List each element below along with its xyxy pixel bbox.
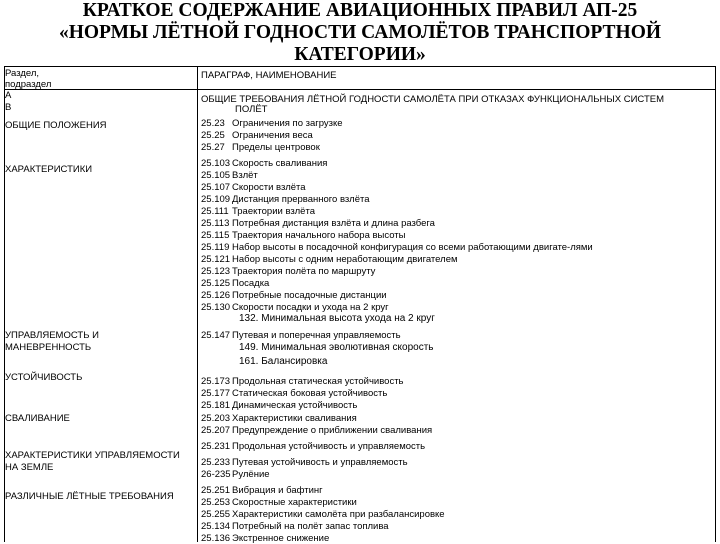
paragraph-name: Потребный на полёт запас топлива: [232, 521, 389, 532]
section-control-line1: УПРАВЛЯЕМОСТЬ И: [5, 330, 99, 341]
paragraph-code: 25.125: [201, 278, 231, 289]
paragraph-name: Экстренное снижение: [232, 533, 330, 544]
section-a: А: [5, 90, 12, 101]
general-requirements-line1: ОБЩИЕ ТРЕБОВАНИЯ ЛЁТНОЙ ГОДНОСТИ САМОЛЁТА ПРИ ОТКАЗАХ ФУНКЦИОНАЛЬНЫХ СИСТЕМ: [201, 94, 664, 105]
paragraph-code: 25.27: [201, 142, 225, 153]
paragraph-name: Взлёт: [232, 170, 258, 181]
section-b: В: [5, 102, 12, 113]
paragraph-code: 25.130: [201, 302, 231, 313]
header-section-label: Раздел,: [5, 68, 40, 79]
paragraph-row: [201, 130, 313, 141]
paragraph-name: Потребные посадочные дистанции: [232, 290, 387, 301]
paragraph-row: [201, 142, 320, 153]
paragraph-code: 25.181: [201, 400, 231, 411]
title-line-1: КРАТКОЕ СОДЕРЖАНИЕ АВИАЦИОННЫХ ПРАВИЛ АП-25: [82, 0, 638, 21]
paragraph-row: [201, 425, 432, 436]
paragraph-name: Предупреждение о приближении сваливания: [232, 425, 433, 436]
paragraph-row: [201, 254, 458, 265]
header-divider: [5, 89, 715, 90]
paragraph-name: Статическая боковая устойчивость: [232, 388, 388, 399]
paragraph-code: 25.134: [201, 521, 231, 532]
rules-table: [4, 66, 716, 542]
paragraph-row: [201, 278, 269, 289]
title-line-3: КАТЕГОРИИ»: [294, 44, 426, 65]
paragraph-row: [201, 118, 343, 129]
paragraph-name: Характеристики сваливания: [232, 413, 357, 424]
paragraph-row: [201, 457, 408, 468]
paragraph-row: [201, 242, 593, 253]
general-requirements-line2: ПОЛЁТ: [235, 104, 268, 115]
paragraph-row: [201, 290, 387, 301]
column-divider: [197, 67, 198, 542]
section-control-line2: МАНЕВРЕННОСТЬ: [5, 342, 92, 353]
section-characteristics: ХАРАКТЕРИСТИКИ: [5, 164, 93, 175]
paragraph-row: [201, 509, 445, 520]
paragraph-name: Скоростные характеристики: [232, 497, 357, 508]
paragraph-name: Характеристики самолёта при разбалансировке: [232, 509, 445, 520]
paragraph-code: 25.253: [201, 497, 231, 508]
subparagraph-161: 161. Балансировка: [239, 356, 328, 367]
paragraph-row: [201, 388, 387, 399]
paragraph-row: [201, 330, 401, 341]
paragraph-name: Посадка: [232, 278, 270, 289]
document-title: [0, 0, 720, 66]
paragraph-name: Ограничения по загрузке: [232, 118, 343, 129]
paragraph-row: [201, 206, 315, 217]
paragraph-name: Динамическая устойчивость: [232, 400, 358, 411]
paragraph-row: [201, 413, 357, 424]
paragraph-code: 25.121: [201, 254, 231, 265]
paragraph-name: Рулёние: [232, 469, 270, 480]
paragraph-name: Продольная устойчивость и управляемость: [232, 441, 426, 452]
paragraph-row: [201, 266, 375, 277]
paragraph-name: Ограничения веса: [232, 130, 313, 141]
paragraph-code: 25.23: [201, 118, 225, 129]
paragraph-row: [201, 533, 329, 544]
paragraph-code: 25.115: [201, 230, 230, 241]
paragraph-name: Путевая устойчивость и управляемость: [232, 457, 408, 468]
paragraph-row: [201, 485, 323, 496]
paragraph-row: [201, 218, 435, 229]
paragraph-code: 25.233: [201, 457, 231, 468]
paragraph-code: 25.109: [201, 194, 231, 205]
paragraph-name: Вибрация и бафтинг: [232, 485, 323, 496]
paragraph-code: 26-235: [201, 469, 231, 480]
paragraph-name: Скорости взлёта: [232, 182, 306, 193]
paragraph-name: Потребная дистанция взлёта и длина разбега: [232, 218, 435, 229]
paragraph-code: 25.123: [201, 266, 231, 277]
paragraph-name: Набор высоты в посадочной конфигурация со всеми работающими двигате-лями: [232, 242, 593, 253]
paragraph-row: [201, 469, 270, 480]
section-ground-line2: НА ЗЕМЛЕ: [5, 462, 54, 473]
paragraph-code: 25.25: [201, 130, 225, 141]
paragraph-code: 25.231: [201, 441, 231, 452]
paragraph-row: [201, 441, 425, 452]
paragraph-code: 25.147: [201, 330, 231, 341]
paragraph-code: 25.177: [201, 388, 231, 399]
paragraph-row: [201, 497, 357, 508]
paragraph-code: 25.107: [201, 182, 231, 193]
paragraph-code: 25.255: [201, 509, 231, 520]
paragraph-name: Траектория начального набора высоты: [232, 230, 406, 241]
paragraph-name: Набор высоты с одним неработающим двигателем: [232, 254, 458, 265]
section-stall: СВАЛИВАНИЕ: [5, 413, 70, 424]
paragraph-code: 25.173: [201, 376, 231, 387]
paragraph-code: 25.105: [201, 170, 231, 181]
subparagraph-149: 149. Минимальная эволютивная скорость: [239, 342, 434, 353]
paragraph-code: 25.113: [201, 218, 230, 229]
paragraph-code: 25.126: [201, 290, 231, 301]
paragraph-name: Траектории взлёта: [232, 206, 315, 217]
paragraph-name: Дистанция прерванного взлёта: [232, 194, 370, 205]
paragraph-code: 25.136: [201, 533, 231, 544]
paragraph-row: [201, 376, 404, 387]
paragraph-code: 25.111: [201, 206, 229, 217]
paragraph-row: [201, 302, 389, 313]
subparagraph-132: 132. Минимальная высота ухода на 2 круг: [239, 313, 435, 324]
paragraph-code: 25.203: [201, 413, 231, 424]
section-ground-line1: ХАРАКТЕРИСТИКИ УПРАВЛЯЕМОСТИ: [5, 450, 180, 461]
paragraph-name: Скорость сваливания: [232, 158, 328, 169]
paragraph-row: [201, 158, 327, 169]
paragraph-row: [201, 182, 306, 193]
paragraph-code: 25.119: [201, 242, 230, 253]
section-general: ОБЩИЕ ПОЛОЖЕНИЯ: [5, 120, 107, 131]
paragraph-code: 25.207: [201, 425, 231, 436]
header-subsection-label: подраздел: [5, 79, 52, 90]
paragraph-code: 25.103: [201, 158, 231, 169]
paragraph-row: [201, 230, 406, 241]
paragraph-name: Продольная статическая устойчивость: [232, 376, 404, 387]
paragraph-row: [201, 194, 370, 205]
paragraph-name: Путевая и поперечная управляемость: [232, 330, 401, 341]
paragraph-name: Скорости посадки и ухода на 2 круг: [232, 302, 389, 313]
paragraph-row: [201, 400, 357, 411]
paragraph-code: 25.251: [201, 485, 231, 496]
header-paragraph-label: ПАРАГРАФ, НАИМЕНОВАНИЕ: [201, 70, 337, 81]
paragraph-row: [201, 521, 389, 532]
title-line-2: «НОРМЫ ЛЁТНОЙ ГОДНОСТИ САМОЛЁТОВ ТРАНСПОРТНОЙ: [58, 22, 662, 43]
paragraph-row: [201, 170, 258, 181]
paragraph-name: Траектория полёта по маршруту: [232, 266, 376, 277]
section-misc: РАЗЛИЧНЫЕ ЛЁТНЫЕ ТРЕБОВАНИЯ: [5, 491, 174, 502]
section-stability: УСТОЙЧИВОСТЬ: [5, 372, 83, 383]
paragraph-name: Пределы центровок: [232, 142, 320, 153]
